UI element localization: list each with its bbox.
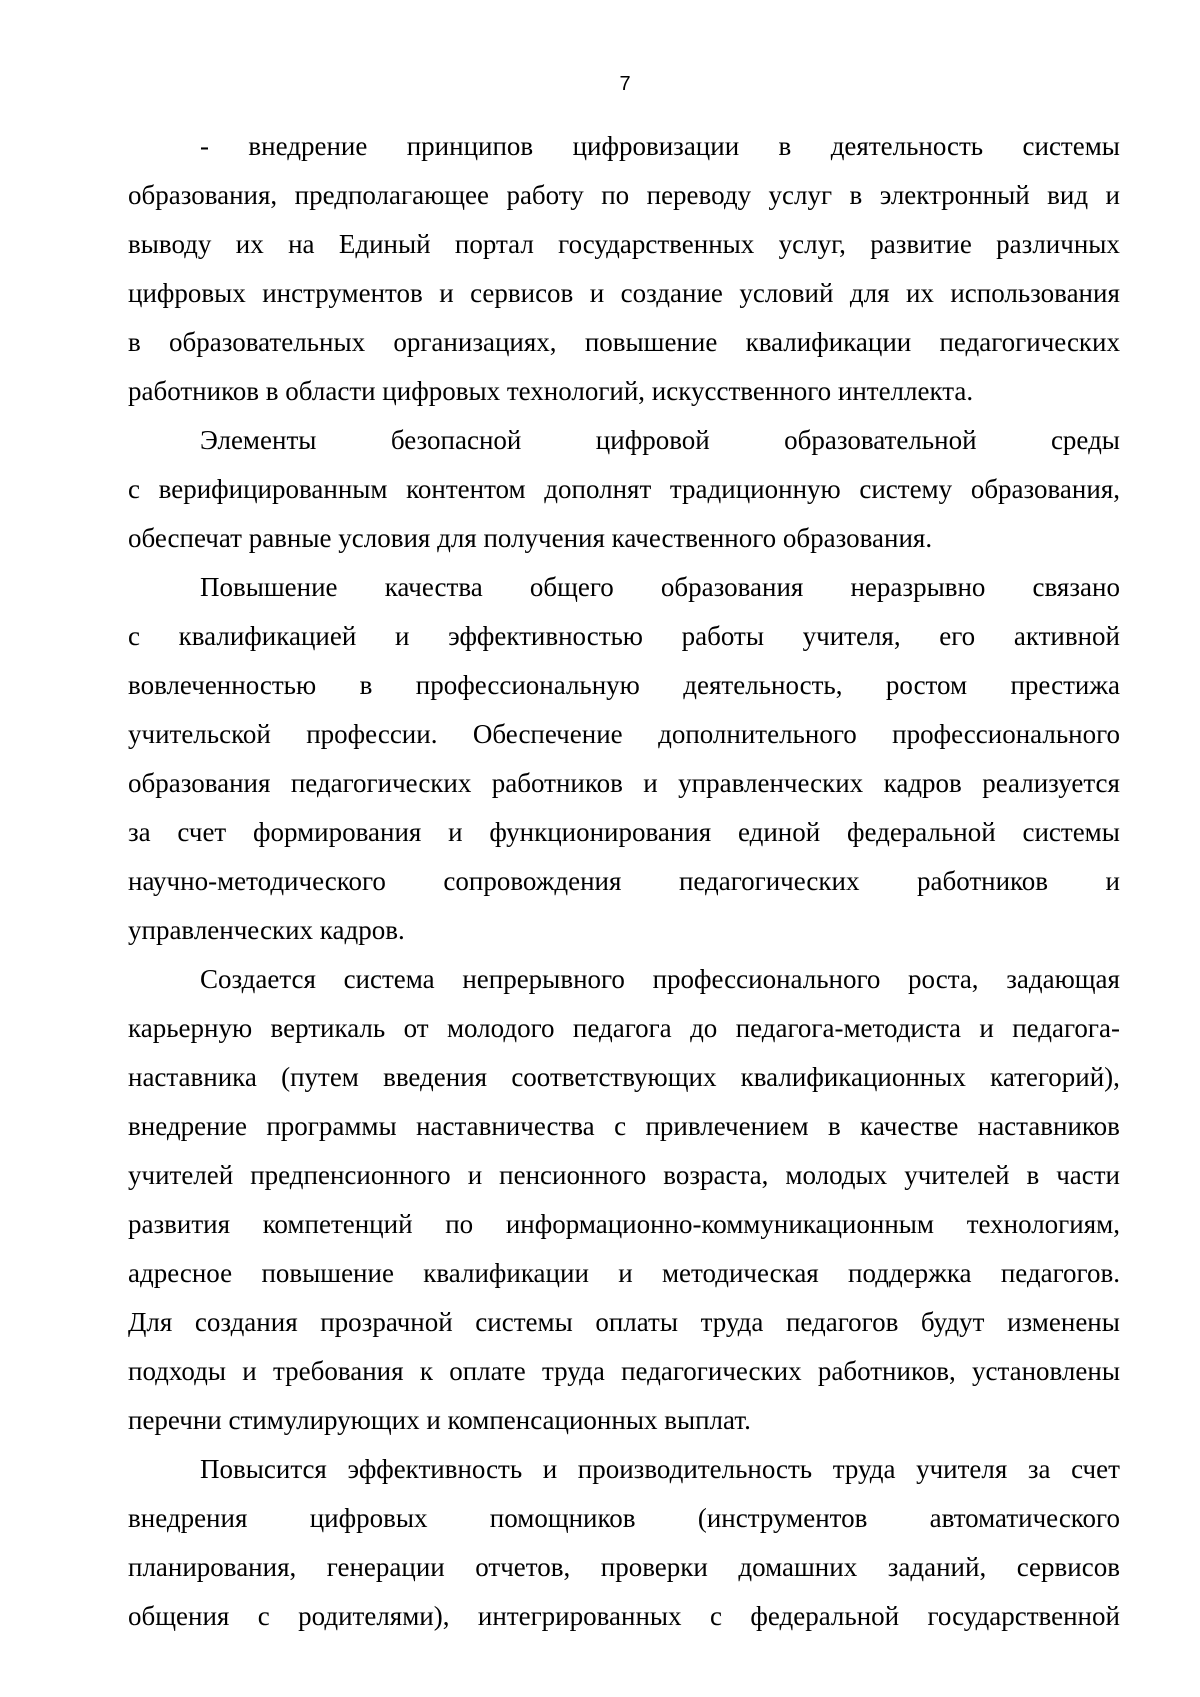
paragraph-line: Элементы безопасной цифровой образовательной среды (200, 425, 1120, 455)
paragraph-teacher-quality (128, 563, 1120, 955)
paragraph-line: обеспечат равные условия для получения качественного образования. (128, 523, 933, 553)
paragraph-line: Для создания прозрачной системы оплаты труда педагогов будут изменены (128, 1307, 1120, 1337)
paragraph-line: внедрения цифровых помощников (инструментов автоматического (128, 1503, 1120, 1533)
paragraph-line: Создается система непрерывного профессионального роста, задающая (200, 964, 1120, 994)
paragraph-line: в образовательных организациях, повышение квалификации педагогических (128, 327, 1120, 357)
paragraph-line: подходы и требования к оплате труда педагогических работников, установлены (128, 1356, 1120, 1386)
paragraph-line: учителей предпенсионного и пенсионного возраста, молодых учителей в части (128, 1160, 1120, 1190)
paragraph-line: планирования, генерации отчетов, проверки домашних заданий, сервисов (128, 1552, 1120, 1582)
paragraph-line: научно-методического сопровождения педагогических работников и (128, 866, 1120, 896)
document-body (128, 122, 1120, 1641)
paragraph-digitalization (128, 122, 1120, 416)
paragraph-line: управленческих кадров. (128, 915, 405, 945)
paragraph-line: с квалификацией и эффективностью работы учителя, его активной (128, 621, 1120, 651)
paragraph-line: работников в области цифровых технологий, искусственного интеллекта. (128, 376, 974, 406)
paragraph-productivity (128, 1445, 1120, 1641)
paragraph-line: - внедрение принципов цифровизации в деятельность системы (200, 131, 1120, 161)
paragraph-line: вовлеченностью в профессиональную деятельность, ростом престижа (128, 670, 1120, 700)
paragraph-line: перечни стимулирующих и компенсационных выплат. (128, 1405, 751, 1435)
paragraph-line: цифровых инструментов и сервисов и создание условий для их использования (128, 278, 1120, 308)
paragraph-line: адресное повышение квалификации и методическая поддержка педагогов. (128, 1258, 1120, 1288)
paragraph-line: Повышение качества общего образования неразрывно связано (200, 572, 1120, 602)
paragraph-line: наставника (путем введения соответствующих квалификационных категорий), (128, 1062, 1120, 1092)
paragraph-line: Повысится эффективность и производительность труда учителя за счет (200, 1454, 1120, 1484)
paragraph-line: за счет формирования и функционирования единой федеральной системы (128, 817, 1120, 847)
paragraph-professional-growth (128, 955, 1120, 1445)
paragraph-line: с верифицированным контентом дополнят традиционную систему образования, (128, 474, 1120, 504)
paragraph-line: карьерную вертикаль от молодого педагога до педагога-методиста и педагога- (128, 1013, 1120, 1043)
paragraph-line: общения с родителями), интегрированных с федеральной государственной (128, 1601, 1120, 1631)
paragraph-line: образования, предполагающее работу по переводу услуг в электронный вид и (128, 180, 1120, 210)
paragraph-line: развития компетенций по информационно-коммуникационным технологиям, (128, 1209, 1120, 1239)
page-number: 7 (619, 73, 631, 95)
paragraph-line: учительской профессии. Обеспечение дополнительного профессионального (128, 719, 1120, 749)
paragraph-digital-environment (128, 416, 1120, 563)
paragraph-line: выводу их на Единый портал государственных услуг, развитие различных (128, 229, 1120, 259)
paragraph-line: внедрение программы наставничества с привлечением в качестве наставников (128, 1111, 1120, 1141)
paragraph-line: образования педагогических работников и управленческих кадров реализуется (128, 768, 1120, 798)
